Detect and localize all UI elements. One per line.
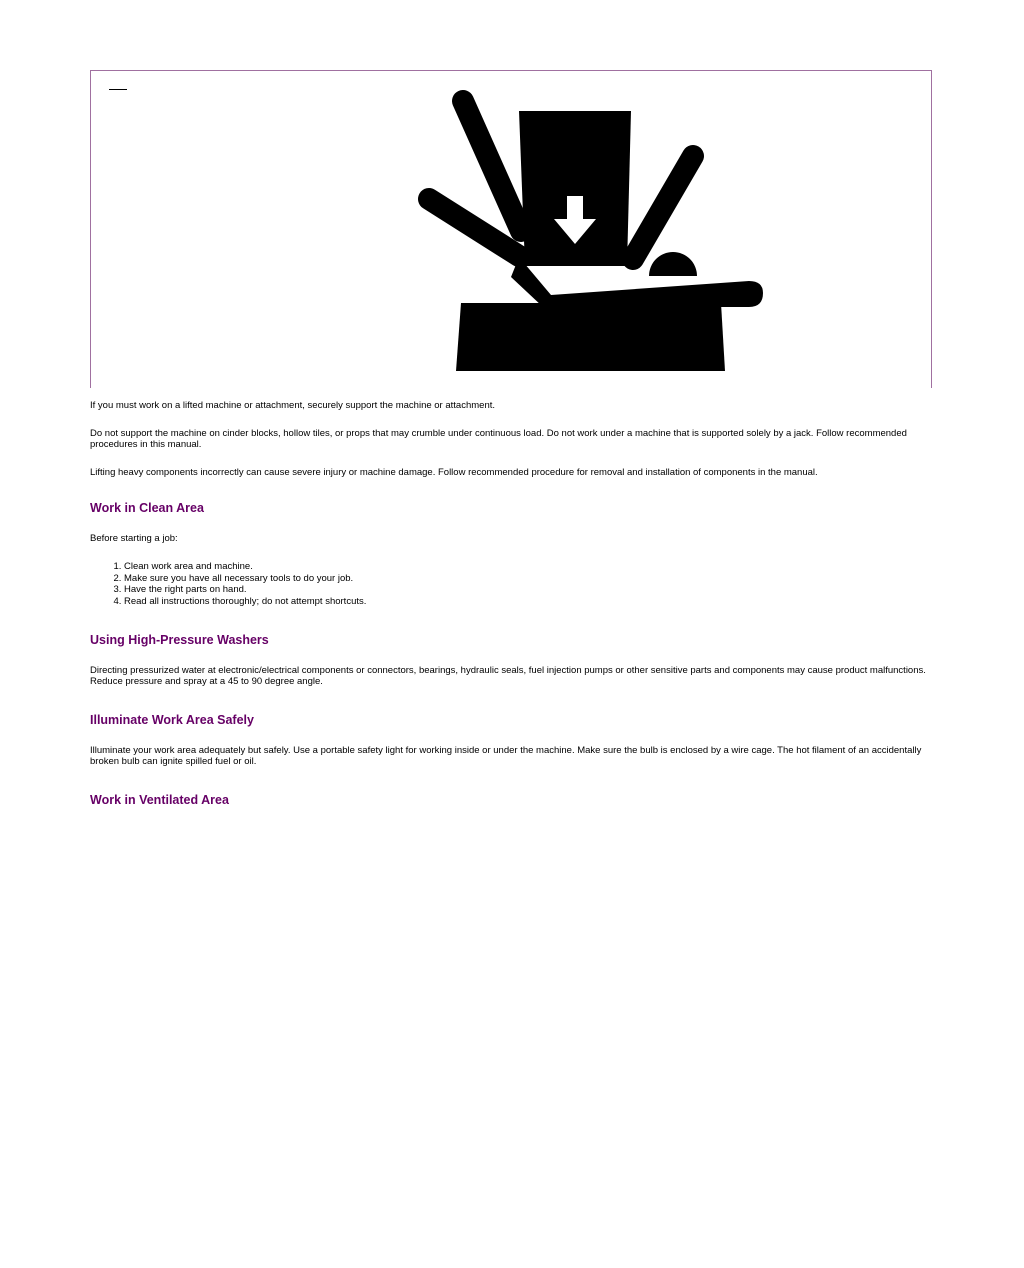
clean-area-list bbox=[90, 561, 930, 607]
intro-paragraph-1: If you must work on a lifted machine or attachment, securely support the machine or attachment. bbox=[90, 400, 496, 411]
list-item: 1. Clean work area and machine. bbox=[124, 561, 930, 573]
heading-work-in-ventilated-area: Work in Ventilated Area bbox=[90, 793, 229, 807]
list-item: 2. Make sure you have all necessary tools to do your job. bbox=[124, 573, 930, 585]
list-item: 3. Have the right parts on hand. bbox=[124, 584, 930, 596]
crush-hazard-warning-icon bbox=[321, 81, 781, 376]
high-pressure-washers-text: Directing pressurized water at electronic/electrical components or connectors, bearings, hydraulic seals, fuel injection pumps or other sensitive parts and components may cause product malfunctions. Reduce pressure and spray at a 45 to 90 degree angle. bbox=[90, 665, 926, 687]
figure-dash bbox=[109, 89, 127, 90]
content bbox=[90, 400, 930, 825]
intro-paragraph-3: Lifting heavy components incorrectly can cause severe injury or machine damage. Follow recommended procedure for removal and installation of components in the manual. bbox=[90, 467, 818, 478]
clean-area-text: Before starting a job: bbox=[90, 533, 178, 544]
list-item: 4. Read all instructions thoroughly; do not attempt shortcuts. bbox=[124, 596, 930, 608]
intro-paragraph-2: Do not support the machine on cinder blocks, hollow tiles, or props that may crumble under continuous load. Do not work under a machine that is supported solely by a jack. Follow recommended procedures in this manual. bbox=[90, 428, 907, 450]
heading-high-pressure-washers: Using High-Pressure Washers bbox=[90, 633, 269, 647]
illuminate-work-area-text: Illuminate your work area adequately but safely. Use a portable safety light for working inside or under the machine. Make sure the bulb is enclosed by a wire cage. The hot filament of an accidentally broken bulb can ignite spilled fuel or oil. bbox=[90, 745, 922, 767]
heading-illuminate-work-area: Illuminate Work Area Safely bbox=[90, 713, 254, 727]
heading-work-in-clean-area: Work in Clean Area bbox=[90, 501, 204, 515]
figure-frame bbox=[90, 70, 932, 388]
